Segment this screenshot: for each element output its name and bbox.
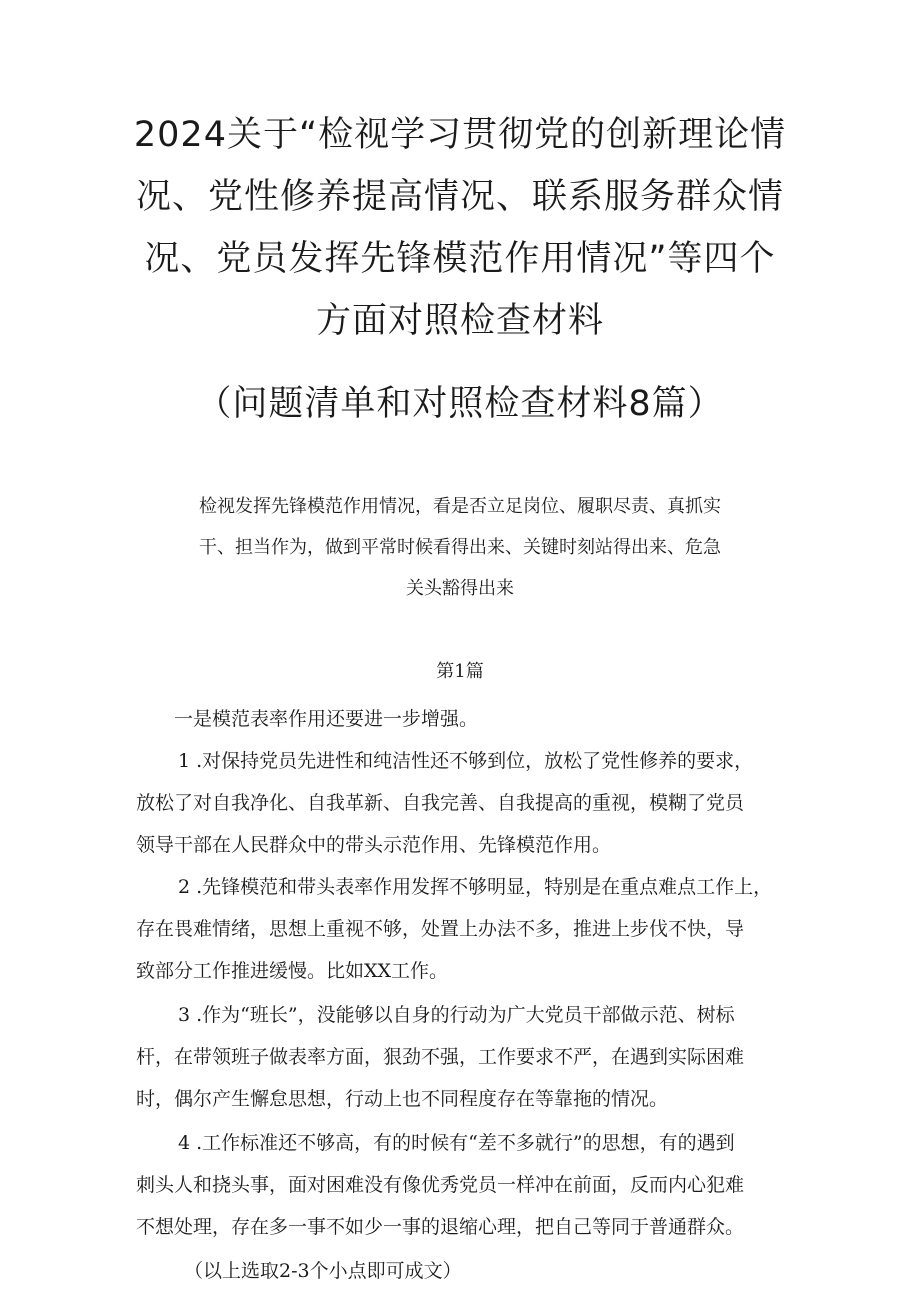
paragraph-line: 领导干部在人民群众中的带头示范作用、先锋模范作用。 <box>136 834 612 856</box>
title-line: 方面对照检查材料 <box>315 301 604 341</box>
paragraph-line: 放松了对自我净化、自我革新、自我完善、自我提高的重视，模糊了党员 <box>136 792 745 814</box>
paragraph-line: 致部分工作推进缓慢。比如XX工作。 <box>136 960 449 982</box>
paragraph-line: 4 .工作标准还不够高，有的时候有“差不多就行”的思想，有的遇到 <box>178 1132 735 1154</box>
intro-line: 干、担当作为，做到平常时候看得出来、关键时刻站得出来、危急 <box>199 537 721 558</box>
lead-paragraph: 一是模范表率作用还要进一步增强。 <box>174 708 479 730</box>
chapter-heading: 第1篇 <box>436 661 484 682</box>
paragraph-line: 3 .作为“班长”，没能够以自身的行动为广大党员干部做示范、树标 <box>178 1004 735 1026</box>
intro-line: 关头豁得出来 <box>406 578 514 599</box>
intro-text <box>160 486 760 609</box>
paragraph-2 <box>136 866 796 992</box>
paragraph-line: 不想处理，存在多一事不如少一事的退缩心理，把自己等同于普通群众。 <box>136 1216 745 1238</box>
paragraph-line: 刺头人和挠头事，面对困难没有像优秀党员一样冲在前面，反而内心犯难 <box>136 1174 745 1196</box>
paragraph-line: 时，偶尔产生懈怠思想，行动上也不同程度存在等靠拖的情况。 <box>136 1088 669 1110</box>
editor-note: （以上选取2-3个小点即可成文） <box>184 1260 462 1282</box>
document-subtitle: （问题清单和对照检查材料8篇） <box>196 384 724 424</box>
paragraph-line: 存在畏难情绪，思想上重视不够，处置上办法不多，推进上步伐不快，导 <box>136 918 745 940</box>
paragraph-line: 杆，在带领班子做表率方面，狠劲不强，工作要求不严，在遇到实际困难 <box>136 1046 745 1068</box>
paragraph-1 <box>136 740 796 866</box>
document-title <box>120 104 800 352</box>
title-line: 况、党员发挥先锋模范作用情况”等四个 <box>144 239 776 279</box>
paragraph-line: 1 .对保持党员先进性和纯洁性还不够到位，放松了党性修养的要求， <box>178 750 754 772</box>
title-line: 况、党性修养提高情况、联系服务群众情 <box>135 177 784 217</box>
paragraph-4 <box>136 1122 796 1248</box>
intro-line: 检视发挥先锋模范作用情况，看是否立足岗位、履职尽责、真抓实 <box>199 496 721 517</box>
paragraph-3 <box>136 994 796 1120</box>
paragraph-line: 2 .先锋模范和带头表率作用发挥不够明显，特别是在重点难点工作上， <box>178 876 773 898</box>
title-line: 2024关于“检视学习贯彻党的创新理论情 <box>133 115 787 155</box>
